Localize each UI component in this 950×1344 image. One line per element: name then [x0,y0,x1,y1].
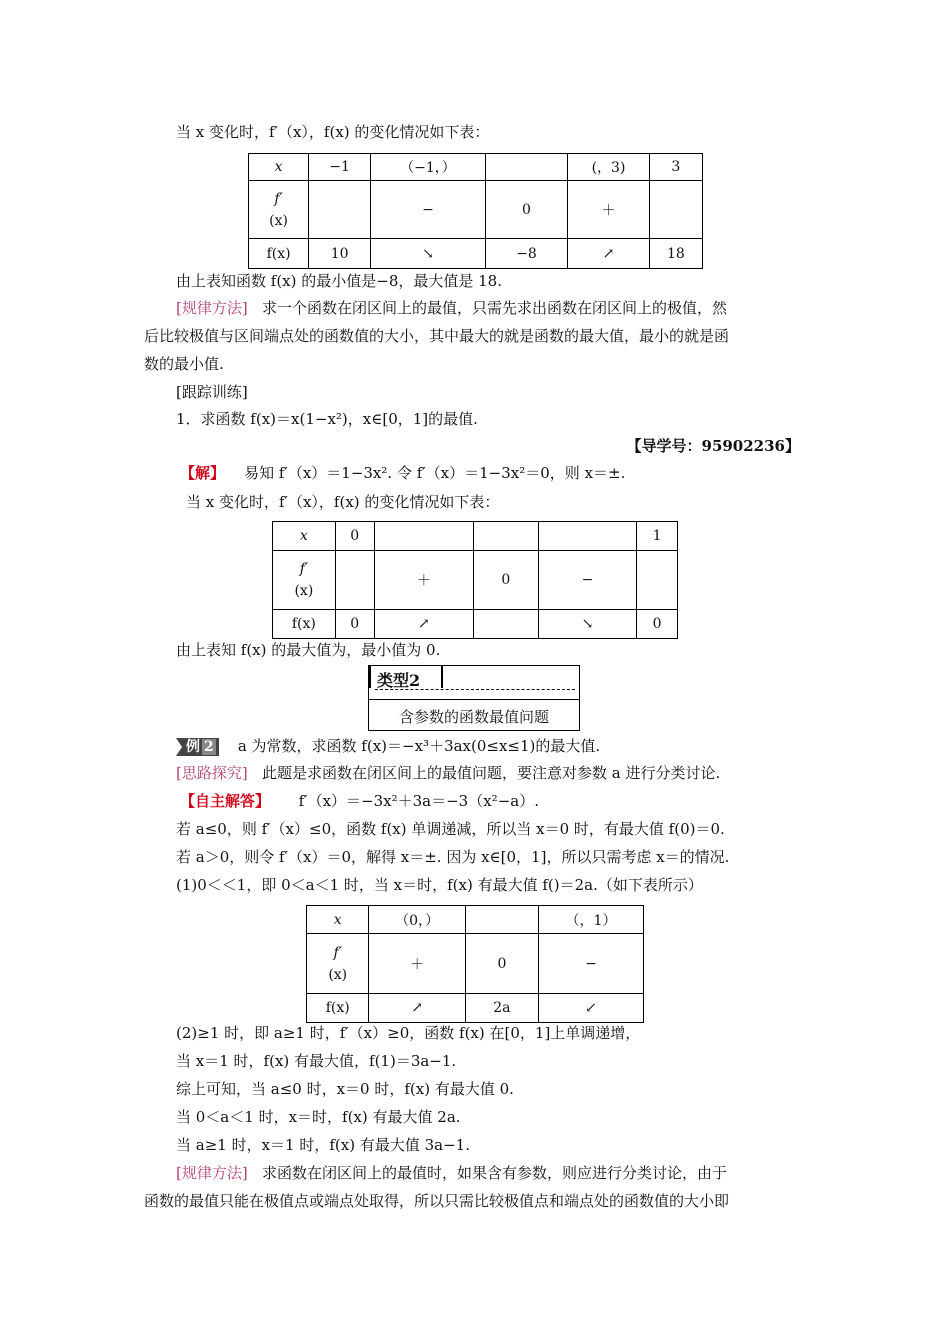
table-cell [637,551,678,610]
table-cell [309,181,371,239]
paragraph: 由上表知 f(x) 的最大值为，最小值为 0. [176,641,441,659]
row-label: f′ (x) [307,934,369,994]
table-cell: − [371,181,486,239]
paragraph: 当 x 变化时，f′（x），f(x) 的变化情况如下表： [186,493,500,511]
row-label: f(x) [307,994,369,1023]
type-heading-box [368,665,580,731]
table-cell: x [307,906,369,934]
row-label: f′ (x) [249,181,309,239]
type-label: 类型2 [377,671,421,690]
table-cell [538,522,636,551]
paragraph: 当 0＜a＜1 时，x＝时，f(x) 有最大值 2a. [176,1108,461,1126]
row-label: f′ (x) [273,551,336,610]
paragraph: 当 x 变化时，f′（x），f(x) 的变化情况如下表： [176,123,490,141]
table-cell [374,522,473,551]
paragraph: 由上表知函数 f(x) 的最小值是−8，最大值是 18. [176,272,502,290]
table-cell [335,551,374,610]
table-cell: ＋ [369,934,465,994]
paragraph: 若 a≤0，则 f′（x）≤0，函数 f(x) 单调递减，所以当 x＝0 时，有最大值 f(0)＝0. [176,820,725,838]
type-bar [441,666,443,688]
table-cell [485,154,568,181]
paragraph: 当 x＝1 时，f(x) 有最大值，f(1)＝3a−1. [176,1052,457,1070]
table-cell: 1 [637,522,678,551]
table-cell: 0 [335,610,374,639]
guide-number: 【导学号：95902236】 [626,437,800,455]
variation-table-2 [272,521,678,639]
table-cell: ↘ [371,239,486,269]
table-cell: 0 [335,522,374,551]
example-badge: 例 2 [176,738,219,756]
table-cell [649,181,702,239]
table-cell: 0 [485,181,568,239]
table-cell: ↗ [369,994,465,1023]
table-cell: ↙ [539,994,644,1023]
method-paragraph: [规律方法] 求函数在闭区间上的最值时，如果含有参数，则应进行分类讨论，由于 [176,1164,728,1182]
variation-table-1 [248,153,703,269]
divider [369,699,579,700]
table-cell: −8 [485,239,568,269]
type-title: 含参数的函数最值问题 [398,708,549,726]
table-cell: −1 [309,154,371,181]
paragraph: 综上可知，当 a≤0 时，x＝0 时，f(x) 有最大值 0. [176,1080,514,1098]
type-bar [369,666,371,688]
table-cell: （−1，） [371,154,486,181]
table-cell: x [273,522,336,551]
table-cell: − [538,551,636,610]
self-answer-line: 【自主解答】 f′（x）＝−3x²＋3a＝−3（x²−a）. [180,792,539,810]
table-cell: x [249,154,309,181]
table-cell: （，1） [539,906,644,934]
table-cell: ↗ [568,239,650,269]
method-tag: [规律方法] [176,1164,248,1182]
table-cell [465,906,538,934]
solution-line: 【解】 易知 f′（x）＝1−3x². 令 f′（x）＝1−3x²＝0，则 x＝±. [180,464,626,482]
table-cell: 3 [649,154,702,181]
row-label: f(x) [273,610,336,639]
example-line: 例 2 a 为常数，求函数 f(x)＝−x³＋3ax(0≤x≤1)的最大值. [176,737,600,756]
paragraph: 函数的最值只能在极值点或端点处取得，所以只需比较极值点和端点处的函数值的大小即 [144,1192,730,1210]
table-cell: ↗ [374,610,473,639]
variation-table-3 [306,905,644,1023]
table-cell [474,522,539,551]
table-cell: ↘ [538,610,636,639]
divider [375,689,575,690]
paragraph: 若 a＞0，则令 f′（x）＝0，解得 x＝±. 因为 x∈[0，1]，所以只需考虑 x＝的情况. [176,848,730,866]
paragraph: 后比较极值与区间端点处的函数值的大小，其中最大的就是函数的最大值，最小的就是函 [144,327,730,345]
question: 1．求函数 f(x)＝x(1−x²)，x∈[0，1]的最值. [176,410,478,428]
table-cell: 0 [474,551,539,610]
table-cell: − [539,934,644,994]
table-cell: ＋ [568,181,650,239]
paragraph: 当 a≥1 时，x＝1 时，f(x) 有最大值 3a−1. [176,1136,470,1154]
method-paragraph: [规律方法] 求一个函数在闭区间上的最值，只需先求出函数在闭区间上的极值，然 [176,299,728,317]
think-tag: [思路探究] [176,764,248,782]
table-cell: 18 [649,239,702,269]
table-cell: 0 [465,934,538,994]
section-label: [跟踪训练] [176,383,248,401]
row-label: f(x) [249,239,309,269]
method-tag: [规律方法] [176,299,248,317]
paragraph: (2)≥1 时，即 a≥1 时，f′（x）≥0，函数 f(x) 在[0，1]上单调递增， [176,1024,641,1042]
table-cell: （0，） [369,906,465,934]
self-answer-tag: 【自主解答】 [180,792,271,810]
table-cell: 2a [465,994,538,1023]
paragraph: 数的最小值. [144,355,224,373]
paragraph: (1)0＜＜1，即 0＜a＜1 时，当 x＝时，f(x) 有最大值 f()＝2a.（如下表所示） [176,876,703,894]
table-cell: 10 [309,239,371,269]
solution-tag: 【解】 [180,464,226,482]
think-line: [思路探究] 此题是求函数在闭区间上的最值问题，要注意对参数 a 进行分类讨论. [176,764,721,782]
table-cell: 0 [637,610,678,639]
table-cell: (，3) [568,154,650,181]
table-cell: ＋ [374,551,473,610]
table-cell [474,610,539,639]
